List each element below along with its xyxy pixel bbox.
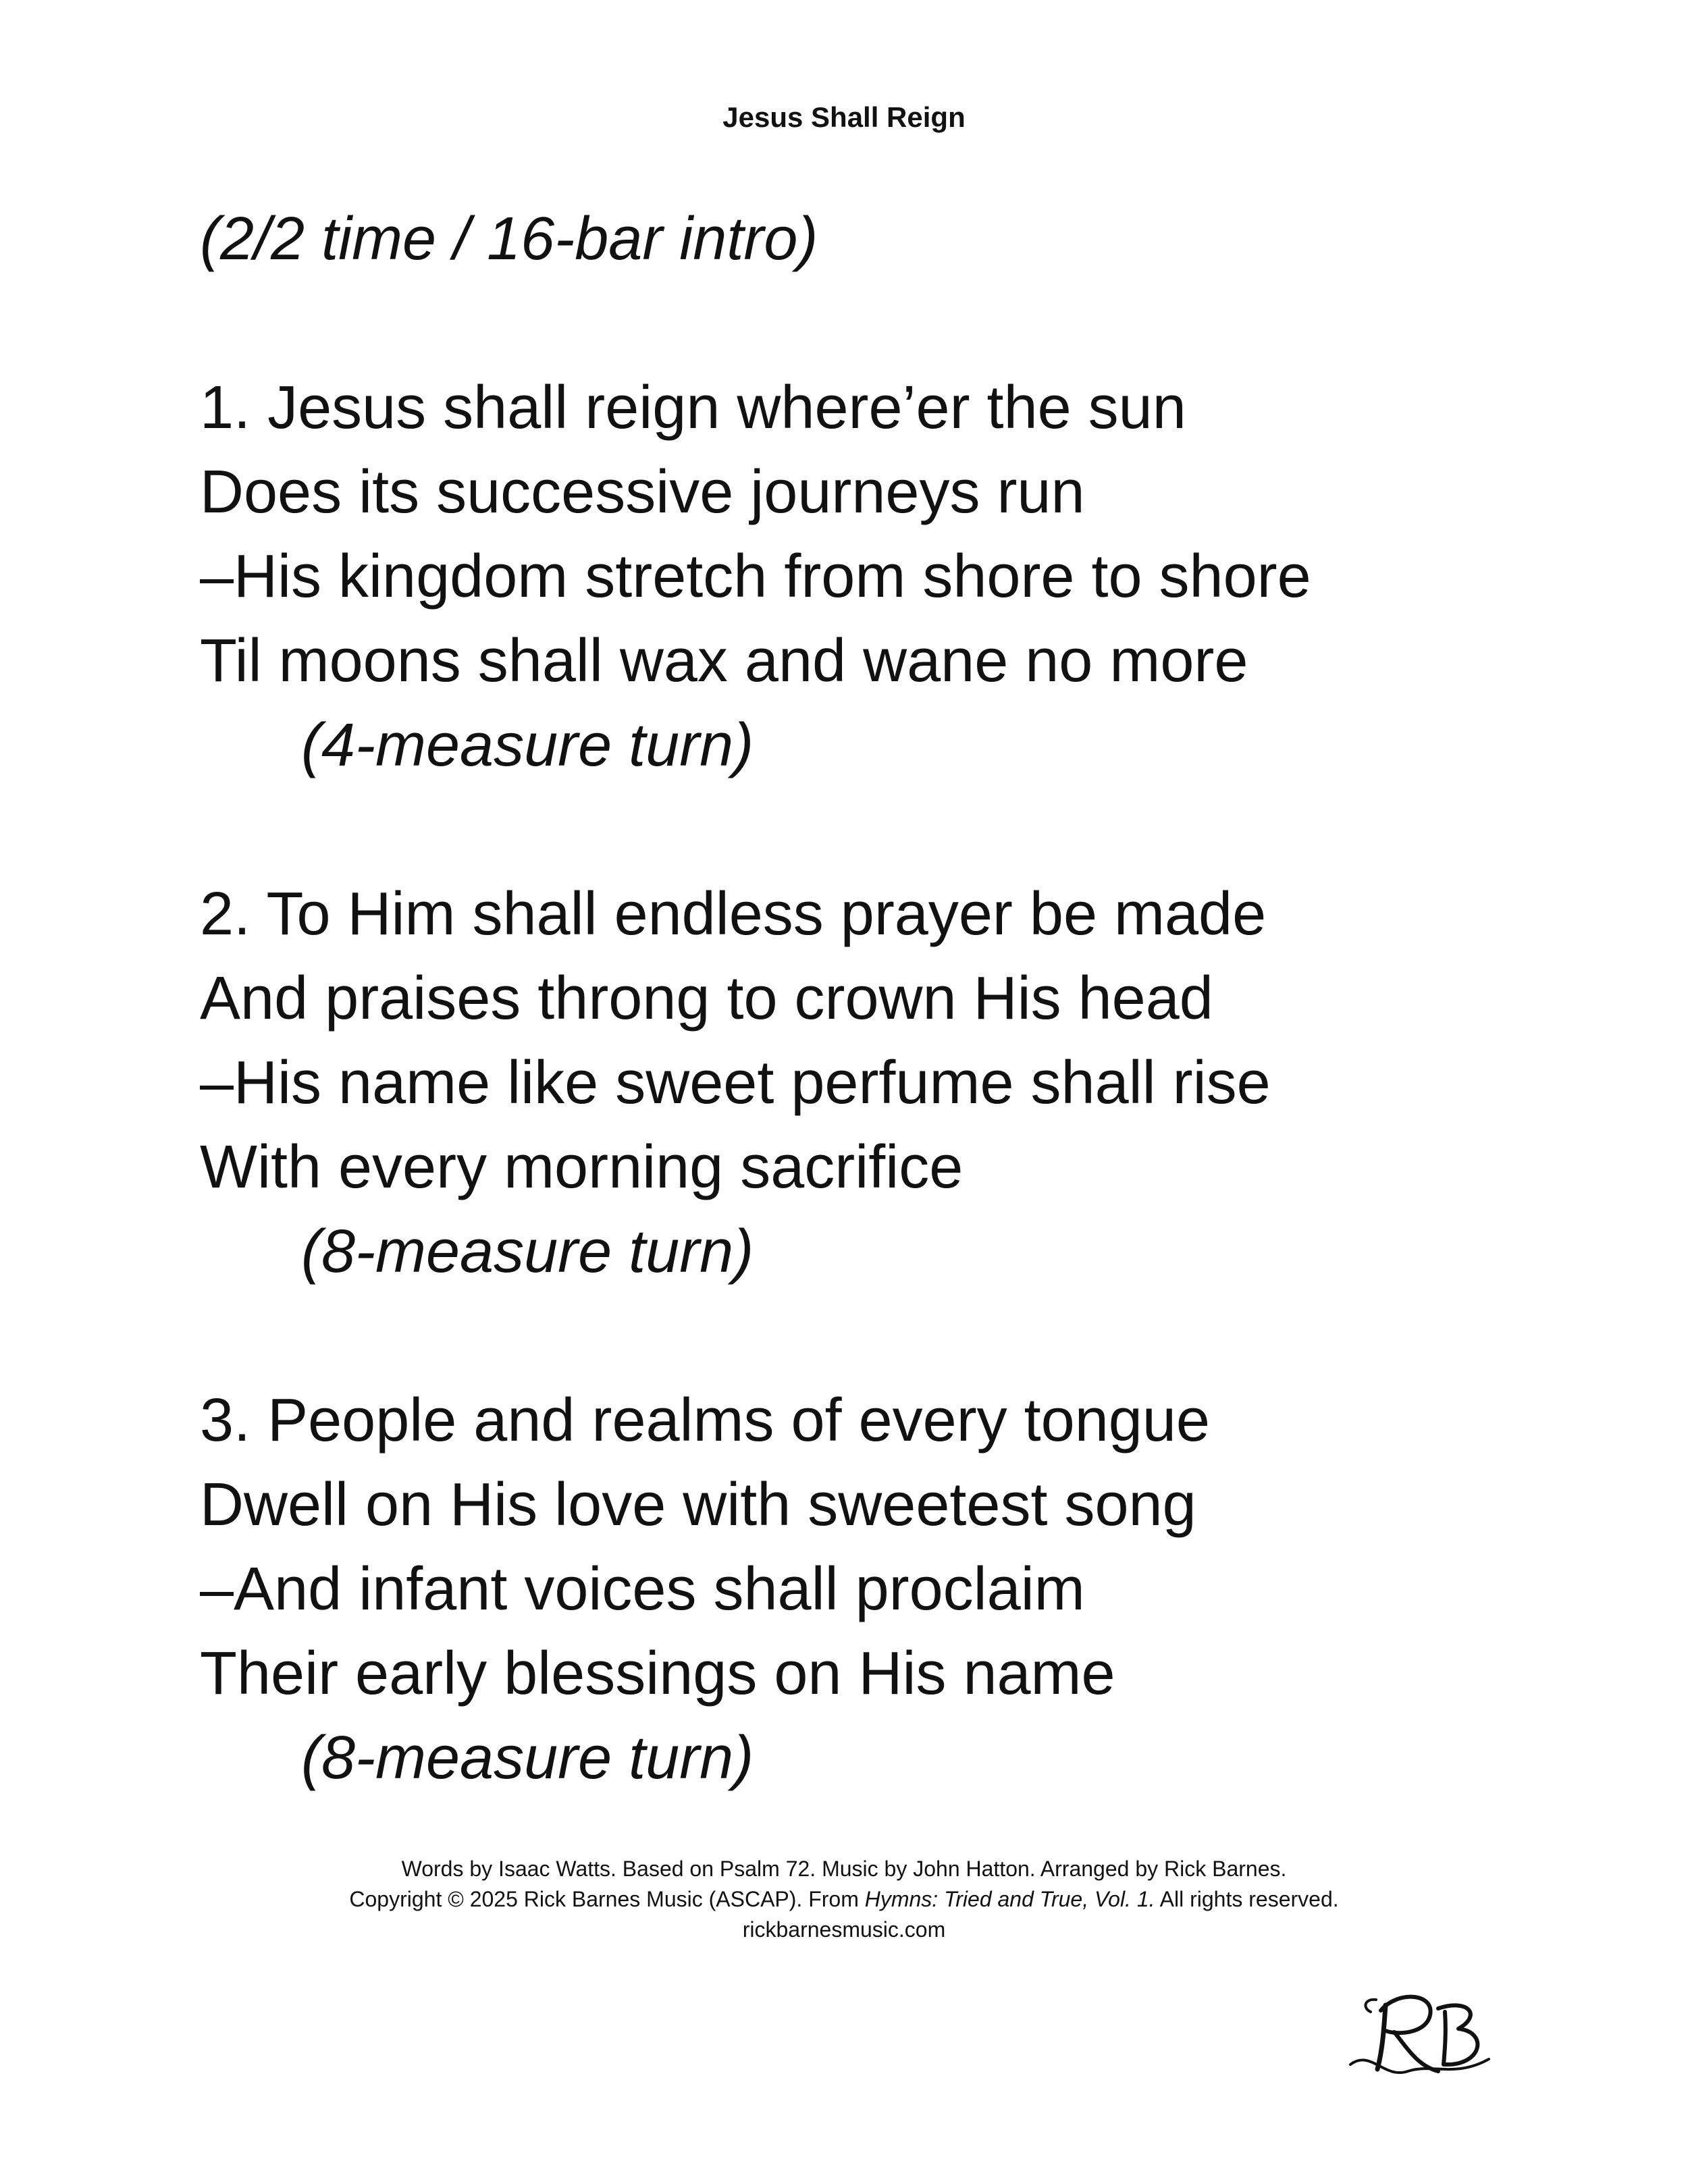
verse-line: 3. People and realms of every tongue — [200, 1387, 1210, 1454]
verse-line: –His name like sweet perfume shall rise — [200, 1049, 1271, 1117]
verse-line: 1. Jesus shall reign where’er the sun — [200, 374, 1186, 442]
verse-3 — [200, 1379, 1550, 1801]
footer-website: rickbarnesmusic.com — [742, 1917, 946, 1942]
turn-note: (8-measure turn) — [301, 1724, 754, 1792]
footer — [0, 1854, 1688, 1945]
spacer — [200, 1294, 1550, 1379]
verse-line: With every morning sacrifice — [200, 1134, 964, 1201]
lyrics — [200, 197, 1550, 1801]
turn-note: (4-measure turn) — [301, 712, 754, 779]
copyright-suffix: All rights reserved. — [1155, 1887, 1339, 1911]
turn-note: (8-measure turn) — [301, 1218, 754, 1285]
verse-line: Dwell on His love with sweetest song — [200, 1471, 1196, 1539]
spacer — [200, 788, 1550, 872]
rb-monogram-logo-icon — [1344, 1985, 1499, 2086]
verse-line: Their early blessings on His name — [200, 1640, 1115, 1707]
copyright-prefix: Copyright © 2025 Rick Barnes Music (ASCAP). From — [349, 1887, 865, 1911]
spacer — [200, 282, 1550, 366]
book-title: Hymns: Tried and True, Vol. 1. — [864, 1887, 1155, 1911]
intro-note: (2/2 time / 16-bar intro) — [200, 205, 818, 273]
verse-2 — [200, 872, 1550, 1294]
verse-line: Til moons shall wax and wane no more — [200, 627, 1248, 695]
page-title: Jesus Shall Reign — [722, 101, 966, 133]
verse-line: –His kingdom stretch from shore to shore — [200, 543, 1311, 610]
verse-line: 2. To Him shall endless prayer be made — [200, 880, 1267, 948]
footer-copyright — [0, 1884, 1688, 1915]
verse-1 — [200, 366, 1550, 788]
footer-credits: Words by Isaac Watts. Based on Psalm 72. Music by John Hatton. Arranged by Rick Barnes. — [401, 1857, 1287, 1881]
verse-line: Does its successive journeys run — [200, 458, 1085, 526]
verse-line: And praises throng to crown His head — [200, 965, 1213, 1032]
verse-line: –And infant voices shall proclaim — [200, 1555, 1085, 1623]
